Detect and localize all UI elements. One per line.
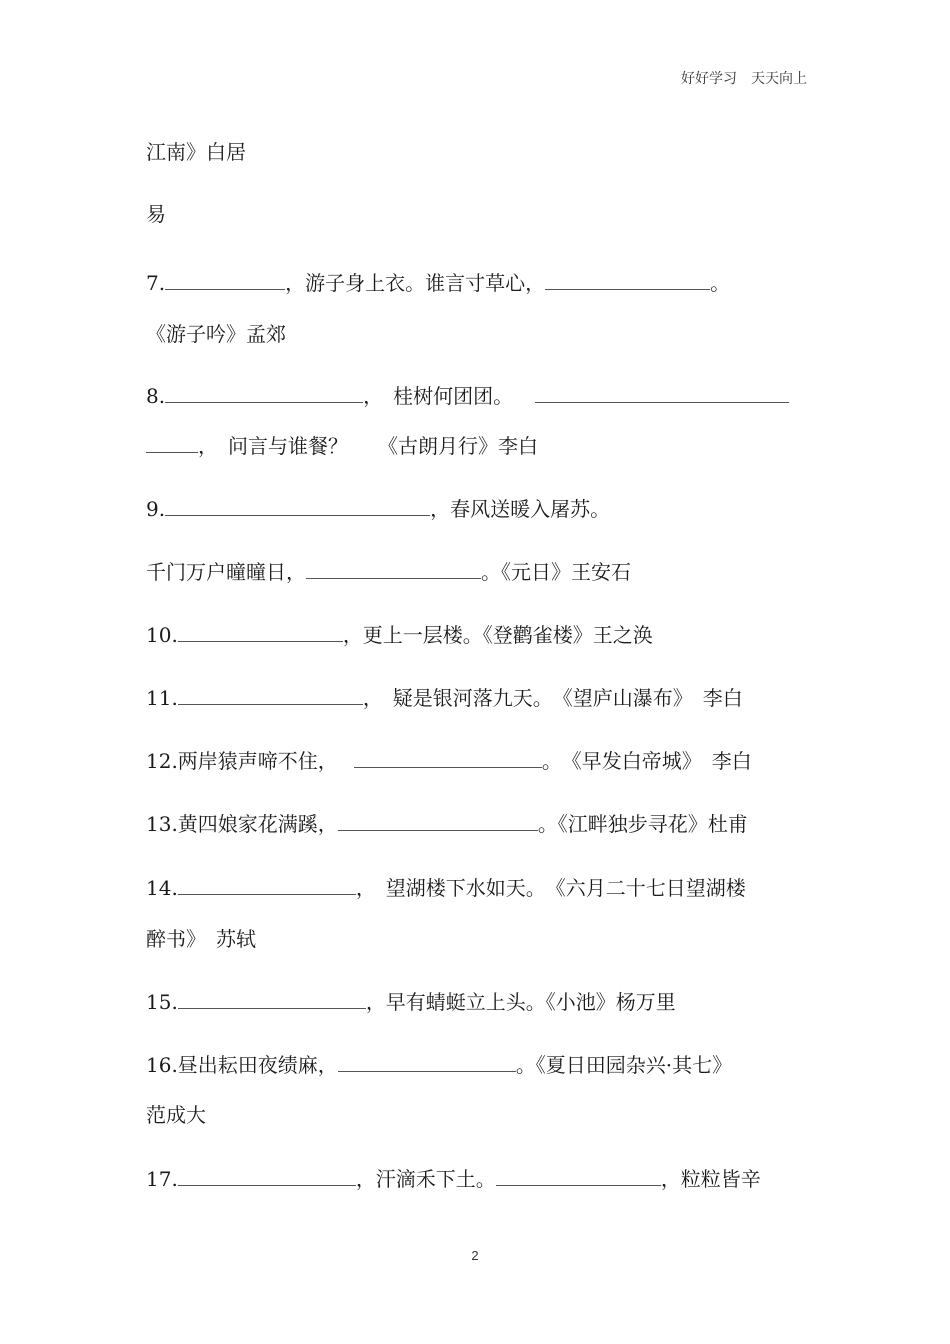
question-13: 13.黄四娘家花满蹊， 。《江畔独步寻花》杜甫: [146, 812, 748, 836]
answer-blank[interactable]: [354, 749, 542, 768]
text-line: 千门万户曈曈日， 。《元日》王安石: [146, 560, 631, 584]
answer-blank[interactable]: [545, 271, 710, 290]
question-10: 10. ，更上一层楼。《登鹳雀楼》王之涣: [146, 623, 653, 647]
answer-blank[interactable]: [146, 434, 198, 453]
answer-blank[interactable]: [178, 623, 343, 642]
text-line: 范成大: [146, 1103, 206, 1127]
question-17: 17. ，汗滴禾下土。 ，粒粒皆辛: [146, 1167, 761, 1191]
question-15: 15. ，早有蜻蜓立上头。《小池》杨万里: [146, 990, 676, 1014]
text-line: 易: [146, 202, 166, 226]
question-11: 11. ， 疑是银河落九天。 《望庐山瀑布》 李白: [146, 686, 743, 710]
answer-blank[interactable]: [178, 686, 363, 705]
page-header: 好好学习 天天向上: [681, 71, 807, 87]
question-14: 14. ， 望湖楼下水如天。 《六月二十七日望湖楼: [146, 876, 746, 900]
text-line: 《游子吟》孟郊: [146, 322, 286, 346]
answer-blank[interactable]: [178, 876, 356, 895]
answer-blank[interactable]: [338, 1053, 516, 1072]
answer-blank[interactable]: [306, 560, 481, 579]
answer-blank[interactable]: [165, 497, 430, 516]
question-12: 12.两岸猿声啼不住， 。 《早发白帝城》 李白: [146, 749, 752, 773]
question-9: 9. ，春风送暖入屠苏。: [146, 497, 611, 521]
page-number: 2: [471, 1248, 479, 1263]
answer-blank[interactable]: [496, 1167, 661, 1186]
question-16: 16.昼出耘田夜绩麻， 。《夏日田园杂兴·其七》: [146, 1053, 733, 1077]
answer-blank[interactable]: [535, 384, 789, 403]
text-line: 醉书》 苏轼: [146, 927, 256, 951]
text-line: 江南》白居: [146, 140, 246, 164]
answer-blank[interactable]: [338, 812, 538, 831]
answer-blank[interactable]: [165, 384, 363, 403]
answer-blank[interactable]: [178, 990, 366, 1009]
answer-blank[interactable]: [178, 1167, 356, 1186]
answer-blank[interactable]: [165, 271, 285, 290]
question-7: 7. ，游子身上衣。谁言寸草心， 。: [146, 271, 731, 295]
text-line: ， 问言与谁餐？ 《古朗月行》李白: [146, 432, 538, 460]
question-8: 8. ， 桂树何团团。: [146, 382, 789, 410]
